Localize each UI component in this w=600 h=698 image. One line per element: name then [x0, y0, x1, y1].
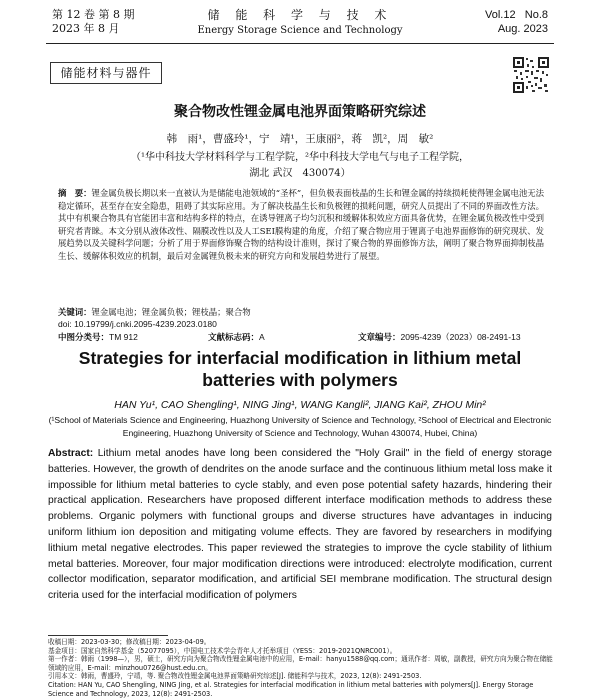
footnotes [48, 638, 554, 698]
footnote-cite-cn: 引用本文：韩雨，曹盛玲，宁靖，等. 聚合物改性锂金属电池界面策略研究综述[J]. 储能科学与技术，2023, 12(8): 2491-2503. [48, 672, 422, 681]
article-id: 文章编号：2095-4239（2023）08-2491-13 [358, 332, 521, 342]
en-affiliation: (¹School of Materials Science and Engineering, Huazhong University of Science and Technology, ²School of Electrical and Electronic Engineering, Huazhong University of Science and Technology, Wuhan 430074, Hubei, China) [48, 415, 552, 438]
cn-abstract-text: 锂金属负极长期以来一直被认为是储能电池领域的“圣杯”，但负极表面枝晶的生长和锂金属的持续损耗使得锂金属电池无法稳定循环，甚至存在安全隐患，阻碍了其实际应用。为了解决枝晶生长和负极锂的损耗问题，研究人员提出了不同的界面改性方法。其中有机聚合物具有官能团丰富和结构多样的特点，在诱导锂离子均匀沉积和缓解体积效应方面具备优势，在锂金属负极改性中受到研究者青睐。本文分别从液体改性、隔膜改性以及人工SEI膜构建的角度，介绍了聚合物应用于锂离子电池界面修饰的研究现状、发展趋势以及关键科学问题；分析了用于界面修饰聚合物的结构设计准则，探讨了聚合物的界面修饰方法，阐明了聚合物界面抑制枝晶生长、缓解体积效应的机制，最后对金属锂负极未来的研究方向和发展趋势进行了展望。 [58, 188, 545, 261]
cn-affiliation [0, 150, 600, 182]
cn-keywords-label: 关键词： [58, 307, 92, 317]
journal-name-cn: 储 能 科 学 与 技 术 [207, 8, 393, 22]
en-title: Strategies for interfacial modification in lithium metal batteries with polymers [78, 348, 522, 390]
clc-number: 中图分类号：TM 912 [58, 332, 138, 342]
footnote-fund: 基金项目：国家自然科学基金（52077095），中国电工技术学会青年人才托举项目（YESS：2019-2021QNRC001）。 [48, 646, 397, 655]
footnote-divider [48, 635, 168, 636]
cn-keywords-text: 锂金属电池；锂金属负极；锂枝晶；聚合物 [91, 307, 251, 317]
volume-en: Vol.12 No.8 [485, 9, 548, 21]
qr-code-icon [512, 56, 550, 94]
header-divider [46, 43, 554, 44]
cn-title: 聚合物改性锂金属电池界面策略研究综述 [174, 104, 426, 120]
section-label: 储能材料与器件 [50, 62, 162, 84]
en-authors: HAN Yu¹, CAO Shengling¹, NING Jing¹, WANG Kangli², JIANG Kai², ZHOU Min² [114, 399, 486, 411]
cn-authors: 韩 雨¹，曹盛玲¹，宁 靖¹，王康丽²，蒋 凯²，周 敏² [166, 133, 434, 145]
en-abstract-label: Abstract: [48, 448, 94, 459]
cn-abstract [58, 187, 544, 263]
header-right [485, 8, 548, 36]
cn-affiliation-line2: 湖北 武汉 430074） [249, 168, 351, 179]
footnote-author: 第一作者：韩雨（1998—），男，硕士，研究方向为聚合物改性锂金属电池中的应用，E-mail：hanyu1588@qq.com；通讯作者：周敏，副教授，研究方向为聚合物在储能领域的应用，E-mail：minzhou0726@hust.edu.cn。 [48, 655, 553, 672]
cn-abstract-label: 摘 要： [58, 188, 92, 198]
header-center [180, 8, 420, 38]
date-cn: 2023 年 8 月 [52, 22, 120, 35]
cn-affiliation-line1: （¹华中科技大学材料科学与工程学院，²华中科技大学电气与电子工程学院， [130, 152, 470, 163]
doi: doi: 10.19799/j.cnki.2095-4239.2023.0180 [58, 319, 217, 329]
date-en: Aug. 2023 [497, 23, 548, 35]
journal-name-en: Energy Storage Science and Technology [197, 25, 403, 36]
volume-cn: 第 12 卷 第 8 期 [52, 8, 135, 21]
header-left [52, 8, 134, 36]
footnote-received: 收稿日期：2023-03-30；修改稿日期：2023-04-09。 [48, 638, 211, 646]
footnote-citation-en: Citation: HAN Yu, CAO Shengling, NING Jing, et al. Strategies for interfacial modification in lithium metal batteries with polymers[J]. Energy Storage Science and Technology, 2023, 12(8): 2491-2503. [48, 680, 534, 698]
en-abstract-text: Lithium metal anodes have long been considered the "Holy Grail" in the field of energy storage batteries. However, the growth of dendrites on the anode surface and the continuous lithium metal loss make it impossible for lithium metal batteries to cycle stably, and even pose potential safety hazards, hindering their practical application. Researchers have proposed different interface modification methods to address these problems. Organic polymers with functional groups and diverse structures have advantages in inducing uniform lithium ion deposition and mitigating volume effects. They are favored by researchers in modifying lithium metal negative electrodes. This paper reviewed the strategies to improve the cycle stability of lithium metal batteries. Moreover, four major modification directions were introduced: electrolyte modification, current collector modification, separator modification, and artificial SEI membrane modification. The structural design criteria used for the interfacial modification of polymers [48, 448, 552, 602]
en-abstract [48, 446, 552, 604]
document-code: 文献标志码：A [208, 332, 265, 342]
cn-keywords [58, 306, 544, 318]
